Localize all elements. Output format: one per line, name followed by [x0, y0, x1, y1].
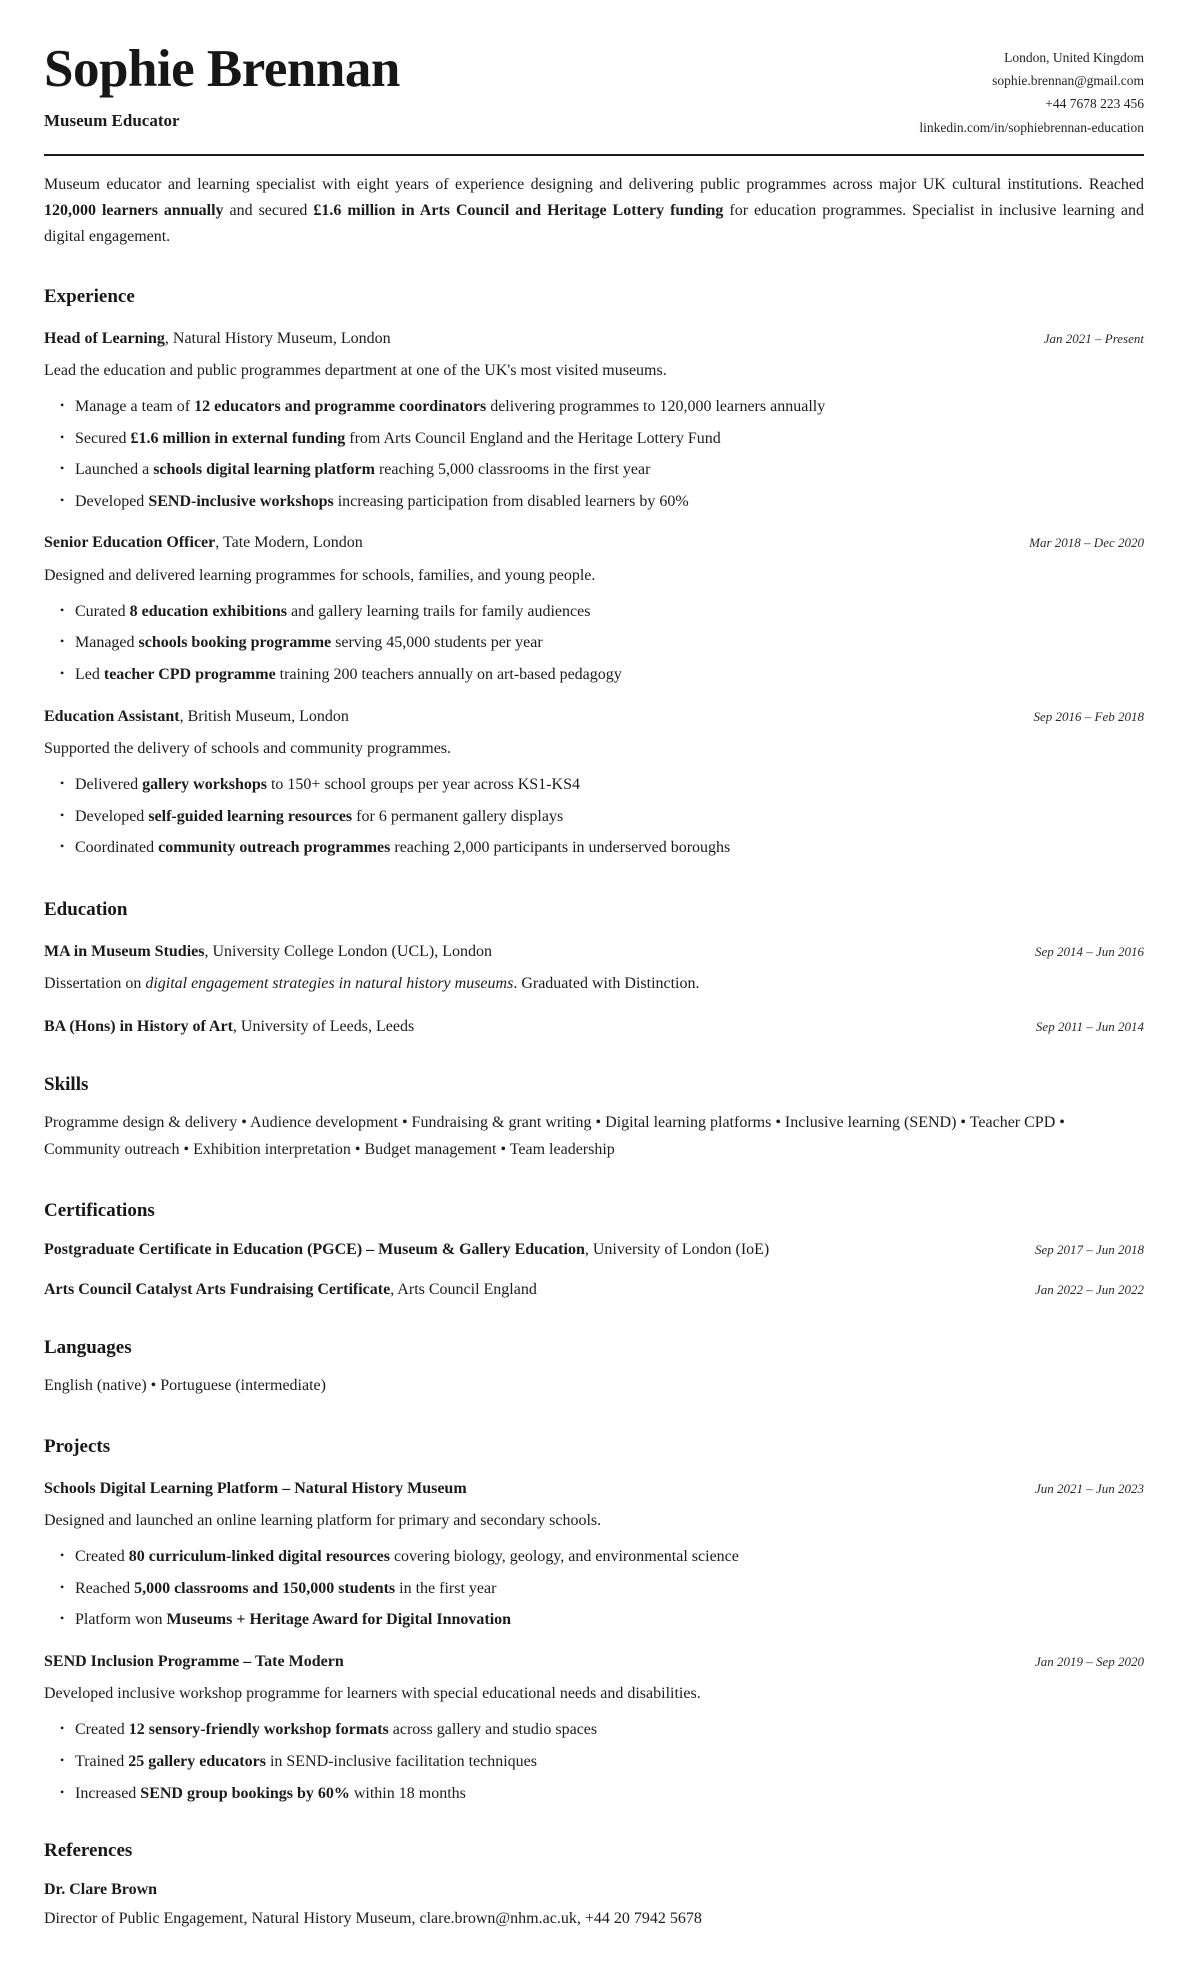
job-title-line: [44, 706, 349, 728]
reference-details: Director of Public Engagement, Natural History Museum, clare.brown@nhm.ac.uk, +44 20 7942 5678: [44, 1910, 702, 1928]
certification-title-line: [44, 1239, 769, 1261]
job-entry: [44, 532, 1144, 685]
job-entry: [44, 706, 1144, 859]
candidate-job-title: Museum Educator: [44, 111, 180, 131]
certification-entry: [44, 1279, 1144, 1301]
bullet-item: • Led teacher CPD programme training 200 teachers annually on art-based pedagogy: [75, 664, 1144, 686]
degree-institution: , University of Leeds, Leeds: [232, 1018, 415, 1036]
bullet-item: • Launched a schools digital learning platform reaching 5,000 classrooms in the first year: [75, 459, 1144, 481]
certification-name: Postgraduate Certificate in Education (PGCE) – Museum & Gallery Education: [44, 1241, 585, 1259]
degree-name: BA (Hons) in History of Art: [44, 1018, 233, 1036]
project-entry: [44, 1478, 1144, 1631]
bullet-item: • Managed schools booking programme serving 45,000 students per year: [75, 632, 1144, 654]
section-heading-skills: Skills: [44, 1074, 89, 1096]
bullet-item: • Developed self-guided learning resources for 6 permanent gallery displays: [75, 806, 1144, 828]
project-header: [44, 1651, 1144, 1673]
bullet-item: • Manage a team of 12 educators and programme coordinators delivering programmes to 120,000 learners annually: [75, 396, 1144, 418]
certification-header: [44, 1239, 1144, 1261]
bullet-item: • Increased SEND group bookings by 60% within 18 months: [75, 1783, 1144, 1805]
project-bullet-list: [44, 1546, 1144, 1631]
certification-dates: Sep 2017 – Jun 2018: [1034, 1242, 1144, 1258]
education-dates: Sep 2014 – Jun 2016: [1034, 943, 1144, 959]
contact-email: sophie.brennan@gmail.com: [992, 73, 1144, 89]
education-entry: [44, 1016, 1144, 1038]
certification-header: [44, 1279, 1144, 1301]
contact-phone: +44 7678 223 456: [1045, 96, 1144, 112]
education-dates: Sep 2011 – Jun 2014: [1035, 1019, 1144, 1035]
job-description: Designed and delivered learning programmes for schools, families, and young people.: [44, 566, 596, 584]
bullet-item: • Coordinated community outreach programmes reaching 2,000 participants in underserved boroughs: [75, 837, 1144, 859]
project-bullet-list: [44, 1719, 1144, 1804]
contact-block: [919, 40, 1144, 139]
certification-issuer: , Arts Council England: [390, 1280, 537, 1298]
section-heading-certifications: Certifications: [44, 1200, 155, 1222]
certification-title-line: [44, 1279, 537, 1301]
degree-name: MA in Museum Studies: [44, 942, 205, 960]
job-dates: Mar 2018 – Dec 2020: [1029, 535, 1144, 551]
section-heading-experience: Experience: [44, 285, 135, 307]
job-description: Lead the education and public programmes department at one of the UK's most visited museums.: [44, 361, 667, 379]
project-dates: Jan 2019 – Sep 2020: [1034, 1654, 1144, 1670]
education-entry: [44, 941, 1144, 996]
certification-entry: [44, 1239, 1144, 1261]
project-description: Designed and launched an online learning platform for primary and secondary schools.: [44, 1512, 602, 1530]
resume-header: [44, 40, 1144, 139]
project-title-line: [44, 1651, 344, 1673]
section-heading-references: References: [44, 1840, 133, 1862]
degree-institution: , University College London (UCL), London: [204, 942, 492, 960]
job-header: [44, 328, 1144, 350]
certification-dates: Jan 2022 – Jun 2022: [1034, 1281, 1144, 1297]
project-name: SEND Inclusion Programme – Tate Modern: [44, 1653, 344, 1671]
section-heading-education: Education: [44, 898, 128, 920]
bullet-item: • Developed SEND-inclusive workshops increasing participation from disabled learners by 60%: [75, 491, 1144, 513]
job-role: Senior Education Officer: [44, 534, 216, 552]
job-dates: Jan 2021 – Present: [1043, 330, 1144, 346]
skills-list: Programme design & delivery • Audience development • Fundraising & grant writing • Digital learning platforms • Inclusive learning (SEND) • Teacher CPD • Community outreach • Exhibition interpretation • Budget management • Team leadership: [44, 1114, 1065, 1159]
education-header: [44, 941, 1144, 963]
reference-name: Dr. Clare Brown: [44, 1881, 158, 1899]
contact-linkedin: linkedin.com/in/sophiebrennan-education: [919, 119, 1144, 135]
job-description: Supported the delivery of schools and community programmes.: [44, 739, 452, 757]
education-title-line: [44, 1016, 414, 1038]
education-title-line: [44, 941, 492, 963]
education-description: Dissertation on digital engagement strategies in natural history museums. Graduated with Distinction.: [44, 975, 700, 993]
project-title-line: [44, 1478, 467, 1500]
bullet-item: • Created 12 sensory-friendly workshop formats across gallery and studio spaces: [75, 1719, 1144, 1741]
section-heading-languages: Languages: [44, 1337, 132, 1359]
section-heading-projects: Projects: [44, 1435, 111, 1457]
contact-location: London, United Kingdom: [1004, 50, 1144, 65]
bullet-item: • Delivered gallery workshops to 150+ school groups per year across KS1-KS4: [75, 774, 1144, 796]
job-org: , Natural History Museum, London: [164, 329, 391, 347]
job-bullet-list: [44, 396, 1144, 512]
bullet-item: • Platform won Museums + Heritage Award for Digital Innovation: [75, 1609, 1144, 1631]
project-dates: Jun 2021 – Jun 2023: [1034, 1480, 1144, 1496]
summary-text: Museum educator and learning specialist with eight years of experience designing and delivering public programmes across major UK cultural institutions. Reached 120,000 learners annually and secured £1.6 million in Arts Council and Heritage Lottery funding for education programmes. Specialist in inclusive learning and digital engagement.: [44, 175, 1144, 245]
project-entry: [44, 1651, 1144, 1804]
certification-name: Arts Council Catalyst Arts Fundraising Certificate: [44, 1280, 391, 1298]
identity-block: [44, 40, 400, 131]
job-org: , Tate Modern, London: [215, 534, 363, 552]
languages-list: English (native) • Portuguese (intermediate): [44, 1377, 326, 1395]
job-title-line: [44, 532, 363, 554]
candidate-name: Sophie Brennan: [44, 40, 400, 98]
bullet-item: • Curated 8 education exhibitions and gallery learning trails for family audiences: [75, 601, 1144, 623]
job-bullet-list: [44, 774, 1144, 859]
job-role: Education Assistant: [44, 707, 180, 725]
job-title-line: [44, 328, 391, 350]
header-divider: [44, 154, 1144, 156]
bullet-item: • Secured £1.6 million in external funding from Arts Council England and the Heritage Lottery Fund: [75, 428, 1144, 450]
certification-issuer: , University of London (IoE): [584, 1241, 770, 1259]
bullet-item: • Created 80 curriculum-linked digital resources covering biology, geology, and environmental science: [75, 1546, 1144, 1568]
job-role: Head of Learning: [44, 329, 165, 347]
education-header: [44, 1016, 1144, 1038]
project-description: Developed inclusive workshop programme for learners with special educational needs and disabilities.: [44, 1685, 701, 1703]
bullet-item: • Trained 25 gallery educators in SEND-inclusive facilitation techniques: [75, 1751, 1144, 1773]
job-header: [44, 706, 1144, 728]
job-header: [44, 532, 1144, 554]
project-header: [44, 1478, 1144, 1500]
job-bullet-list: [44, 601, 1144, 686]
job-org: , British Museum, London: [179, 707, 349, 725]
job-entry: [44, 328, 1144, 513]
project-name: Schools Digital Learning Platform – Natural History Museum: [44, 1479, 467, 1497]
job-dates: Sep 2016 – Feb 2018: [1033, 708, 1144, 724]
bullet-item: • Reached 5,000 classrooms and 150,000 students in the first year: [75, 1578, 1144, 1600]
